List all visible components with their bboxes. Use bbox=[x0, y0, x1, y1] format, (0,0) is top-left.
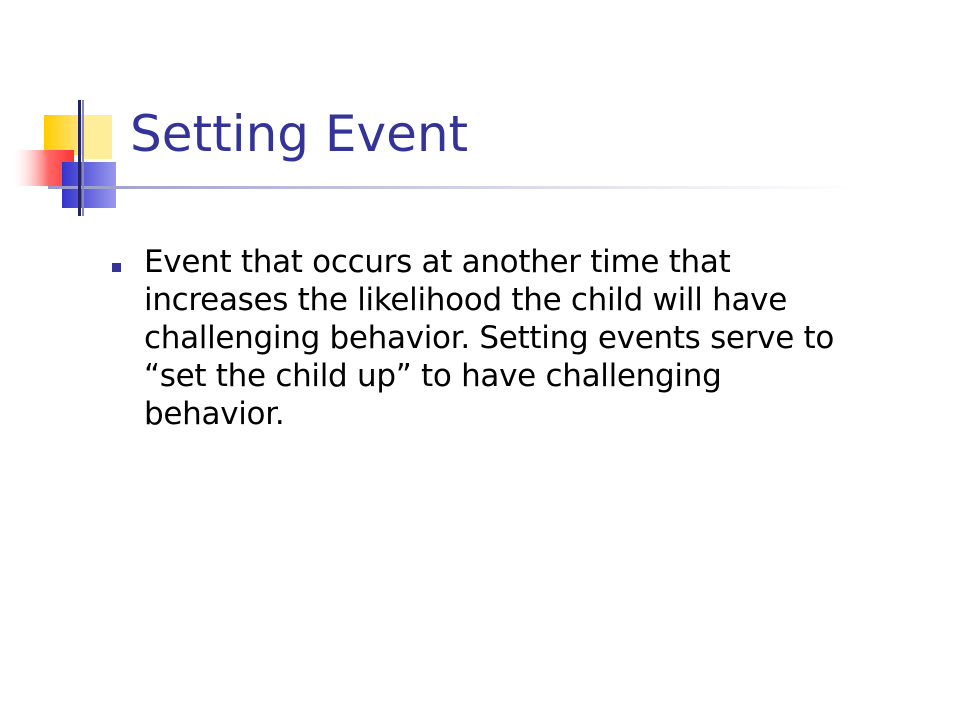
blue-square-shape bbox=[62, 162, 116, 208]
vertical-line-left bbox=[78, 100, 81, 216]
square-bullet-icon bbox=[112, 263, 121, 272]
yellow-square-shape bbox=[44, 115, 82, 155]
vertical-line-right bbox=[82, 100, 84, 216]
bullet-text: Event that occurs at another time that increases the likelihood the child will have challenging behavior. Setting events serve to “set the child up” to have challenging behavior. bbox=[144, 244, 835, 432]
title-underline bbox=[48, 186, 860, 189]
bullet-item bbox=[112, 243, 852, 433]
slide-title: Setting Event bbox=[130, 105, 469, 163]
light-yellow-shape bbox=[82, 115, 112, 159]
slide-content bbox=[112, 243, 852, 433]
